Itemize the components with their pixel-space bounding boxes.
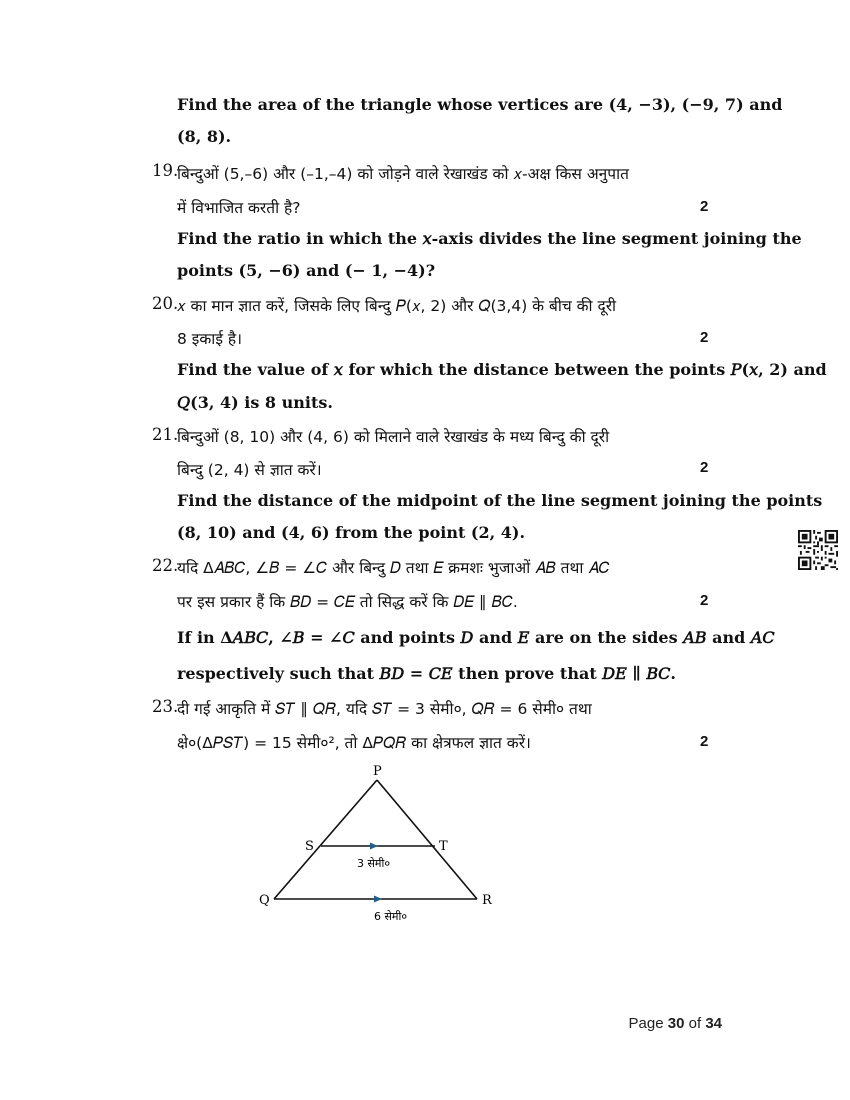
q19-en-line1: Find the ratio in which the 𝑥-axis divides the line segment joining the xyxy=(177,229,802,248)
q23-marks: 2 xyxy=(700,733,709,750)
q21-en-line2: (8, 10) and (4, 6) from the point (2, 4). xyxy=(177,523,526,542)
q22-en-line1: If in Δ𝐴𝐵𝐶, ∠𝐵 = ∠𝐶 and points 𝐷 and 𝐸 are on the sides 𝐴𝐵 and 𝐴𝐶 xyxy=(177,628,775,647)
label-p: P xyxy=(373,764,382,779)
q21-marks: 2 xyxy=(700,459,709,476)
label-q: Q xyxy=(259,893,270,908)
q21-en-line1: Find the distance of the midpoint of the line segment joining the points xyxy=(177,491,823,510)
side-pr xyxy=(377,780,477,899)
q20-hi-line2: 8 इकाई है। xyxy=(177,330,242,348)
qr-code-icon xyxy=(798,530,838,570)
q20-en-line1: Find the value of 𝑥 for which the distance between the points 𝑃(𝑥, 2) and xyxy=(177,360,827,379)
q18-en-line2: (8, 8). xyxy=(177,127,232,146)
q22-number: 22. xyxy=(152,556,179,575)
q21-hi-line2: बिन्दु (2, 4) से ज्ञात करें। xyxy=(177,461,322,479)
q20-hi-line1: 𝑥 का मान ज्ञात करें, जिसके लिए बिन्दु 𝑃(𝑥, 2) और 𝑄(3,4) के बीच की दूरी xyxy=(177,297,617,315)
side-pq xyxy=(274,780,377,899)
q22-en-line2: respectively such that 𝐵𝐷 = 𝐶𝐸 then prove that 𝐷𝐸 ∥ 𝐵𝐶. xyxy=(177,664,676,683)
q19-en-line2: points (5, −6) and (− 1, −4)? xyxy=(177,261,436,280)
label-qr-length: 6 सेमी० xyxy=(374,910,408,923)
q20-en-line2: 𝑄(3, 4) is 8 units. xyxy=(177,393,333,412)
page-word: Page xyxy=(628,1015,664,1032)
label-r: R xyxy=(482,893,492,908)
q23-hi-line1: दी गई आकृति में 𝑆𝑇 ∥ 𝑄𝑅, यदि 𝑆𝑇 = 3 सेमी०, 𝑄𝑅 = 6 सेमी० तथा xyxy=(177,700,592,718)
q19-hi-line2: में विभाजित करती है? xyxy=(177,199,301,217)
label-s: S xyxy=(305,839,314,854)
page-total: 34 xyxy=(705,1015,722,1032)
q23-number: 23. xyxy=(152,697,179,716)
q21-hi-line1: बिन्दुओं (8, 10) और (4, 6) को मिलाने वाले रेखाखंड के मध्य बिन्दु की दूरी xyxy=(177,428,610,446)
q19-number: 19. xyxy=(152,161,179,180)
q19-hi-line1: बिन्दुओं (5,–6) और (–1,–4) को जोड़ने वाले रेखाखंड को 𝑥-अक्ष किस अनुपात xyxy=(177,165,629,183)
parallel-arrow-qr-icon xyxy=(374,896,382,903)
triangle-figure xyxy=(250,760,520,930)
q19-marks: 2 xyxy=(700,198,709,215)
q22-hi-line1: यदि Δ𝐴𝐵𝐶, ∠𝐵 = ∠𝐶 और बिन्दु 𝐷 तथा 𝐸 क्रमशः भुजाओं 𝐴𝐵 तथा 𝐴𝐶 xyxy=(177,559,610,577)
page-footer xyxy=(629,1015,722,1032)
parallel-arrow-st-icon xyxy=(370,843,378,850)
q22-hi-line2: पर इस प्रकार हैं कि 𝐵𝐷 = 𝐶𝐸 तो सिद्ध करें कि 𝐷𝐸 ∥ 𝐵𝐶. xyxy=(177,593,518,611)
q20-marks: 2 xyxy=(700,329,709,346)
q22-marks: 2 xyxy=(700,592,709,609)
label-t: T xyxy=(439,839,448,854)
q21-number: 21. xyxy=(152,425,179,444)
of-word: of xyxy=(688,1015,702,1032)
label-st-length: 3 सेमी० xyxy=(357,857,391,870)
q20-number: 20. xyxy=(152,294,179,313)
q23-hi-line2: क्षे०(Δ𝑃𝑆𝑇) = 15 सेमी०², तो Δ𝑃𝑄𝑅 का क्षेत्रफल ज्ञात करें। xyxy=(177,734,531,752)
q18-en-line1: Find the area of the triangle whose vertices are (4, −3), (−9, 7) and xyxy=(177,95,783,114)
page-current: 30 xyxy=(667,1015,685,1032)
